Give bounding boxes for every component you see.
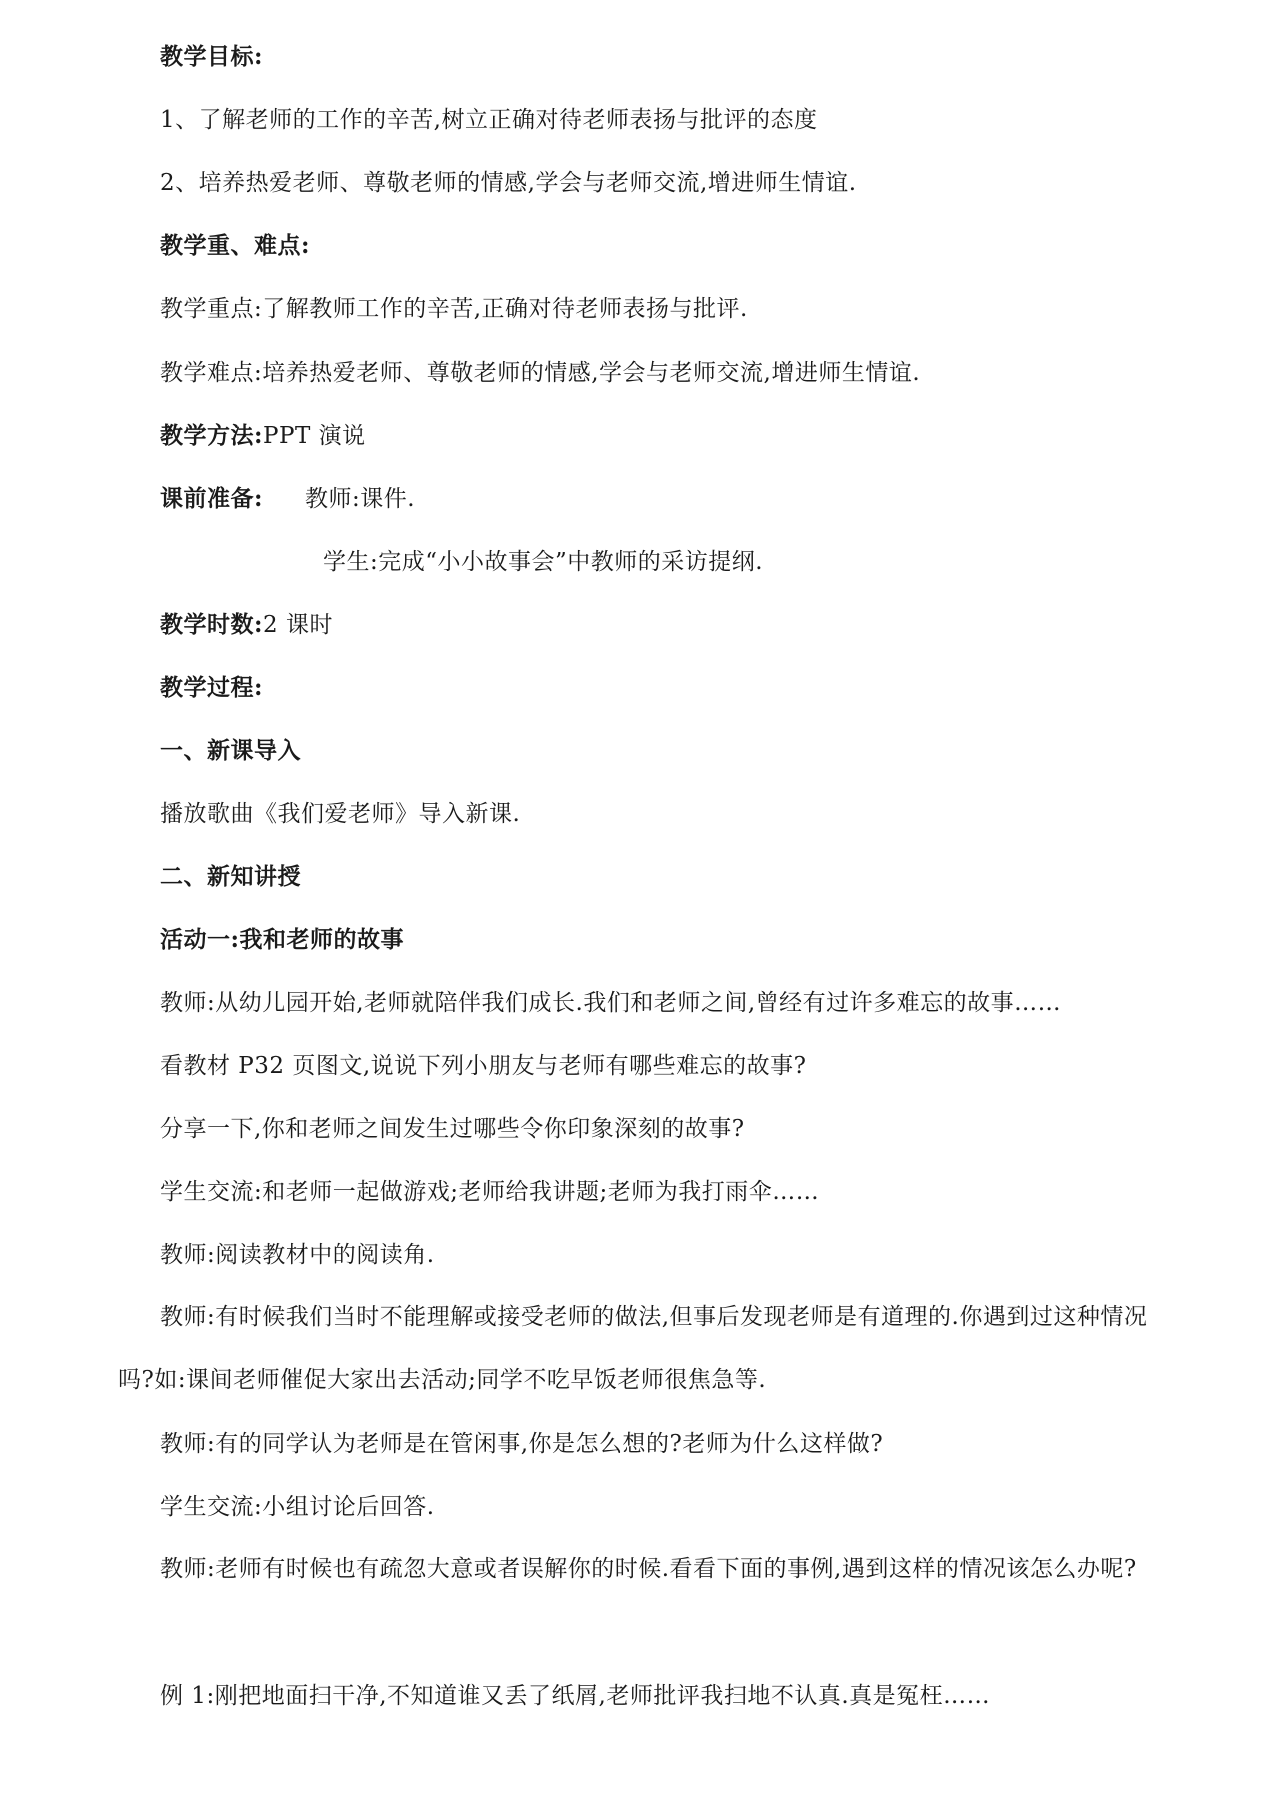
- paragraph-10: 例 1:刚把地面扫干净,不知道谁又丢了纸屑,老师批评我扫地不认真.真是冤枉……: [160, 1683, 991, 1709]
- goal-1: 1、了解老师的工作的辛苦,树立正确对待老师表扬与批评的态度: [160, 107, 818, 133]
- process-heading: 教学过程:: [160, 674, 263, 701]
- paragraph-8: 学生交流:小组讨论后回答.: [160, 1494, 435, 1520]
- prep-teacher: 教师:课件.: [305, 486, 416, 512]
- section-2-heading: 二、新知讲授: [160, 863, 301, 890]
- activity-1-heading: 活动一:我和老师的故事: [160, 926, 404, 953]
- section-1-heading: 一、新课导入: [160, 737, 301, 764]
- paragraph-4: 学生交流:和老师一起做游戏;老师给我讲题;老师为我打雨伞……: [160, 1179, 820, 1205]
- prep-line: [160, 482, 415, 516]
- prep-student: 学生:完成“小小故事会”中教师的采访提纲.: [323, 549, 764, 575]
- hours-label: 教学时数:: [160, 611, 263, 638]
- paragraph-6: 教师:有时候我们当时不能理解或接受老师的做法,但事后发现老师是有道理的.你遇到过这种情况吗?如:课间老师催促大家出去活动;同学不吃早饭老师很焦急等.: [118, 1304, 1148, 1393]
- paragraph-7: 教师:有的同学认为老师是在管闲事,你是怎么想的?老师为什么这样做?: [160, 1431, 884, 1457]
- method-label: 教学方法:: [160, 422, 263, 449]
- hours-line: [160, 608, 333, 642]
- method-line: [160, 419, 366, 453]
- paragraph-2: 看教材 P32 页图文,说说下列小朋友与老师有哪些难忘的故事?: [160, 1053, 807, 1079]
- paragraph-3: 分享一下,你和老师之间发生过哪些令你印象深刻的故事?: [160, 1116, 745, 1142]
- difficult-point: 教学难点:培养热爱老师、尊敬老师的情感,学会与老师交流,增进师生情谊.: [160, 360, 921, 386]
- goals-heading: 教学目标:: [160, 43, 263, 70]
- paragraph-5: 教师:阅读教材中的阅读角.: [160, 1242, 435, 1268]
- method-value: PPT 演说: [263, 423, 366, 449]
- section-1-text: 播放歌曲《我们爱老师》导入新课.: [160, 801, 521, 827]
- key-heading: 教学重、难点:: [160, 232, 310, 259]
- prep-label: 课前准备:: [160, 485, 263, 512]
- paragraph-1: 教师:从幼儿园开始,老师就陪伴我们成长.我们和老师之间,曾经有过许多难忘的故事……: [160, 990, 1062, 1016]
- goal-2: 2、培养热爱老师、尊敬老师的情感,学会与老师交流,增进师生情谊.: [160, 170, 857, 196]
- key-point: 教学重点:了解教师工作的辛苦,正确对待老师表扬与批评.: [160, 296, 748, 322]
- hours-value: 2 课时: [263, 612, 333, 638]
- paragraph-9: 教师:老师有时候也有疏忽大意或者误解你的时候.看看下面的事例,遇到这样的情况该怎么办呢?: [160, 1556, 1137, 1582]
